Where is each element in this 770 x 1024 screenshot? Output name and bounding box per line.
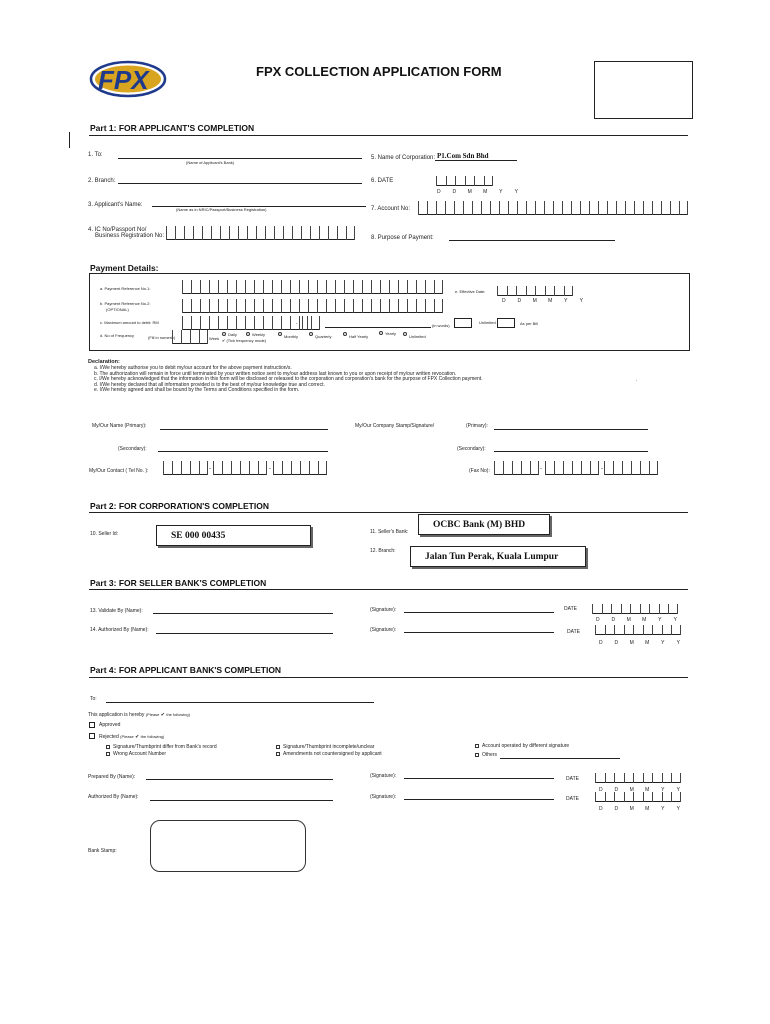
as-per-bill-label: As per Bill [520,321,539,326]
monthly-radio[interactable] [278,332,282,336]
part4-to-label: To: [90,696,97,702]
validate-label: 13. Validate By (Name): [90,608,143,614]
part3-rule [89,589,688,590]
contact-boxes-3[interactable] [273,461,327,475]
unlimited-freq-label: Unlimited [409,334,426,339]
reason-checkbox-3[interactable] [276,745,280,749]
to-hint: (Name of Applicant's Bank) [186,160,235,165]
weekly-radio[interactable] [246,332,250,336]
frequency-label: d. No of Frequency [100,333,135,338]
to-line[interactable] [118,158,362,159]
others-line[interactable] [500,758,620,759]
yearly-radio[interactable] [379,331,383,335]
date-label: 6. DATE [371,178,394,184]
part4-rule [89,677,688,678]
contact-dash-2: - [269,466,271,472]
part4-to-line[interactable] [106,702,374,703]
unlimited-label: Unlimited [479,320,496,325]
prepared-date-label: DATE [566,776,579,782]
purpose-line[interactable] [449,240,615,241]
declaration-line: e. I/We hereby agreed and shall be bound by the Terms and Conditions specified in the form. [94,387,300,394]
max-amount-label: c. Maximum amount to debit: RM [100,320,159,325]
authorized-date-label: DATE [567,629,580,635]
daily-label: Daily [228,332,237,337]
reason-label-3: Signature/Thumbprint incomplete/unclear [283,744,375,750]
validate-line[interactable] [153,613,333,614]
prepared-line[interactable] [146,779,333,780]
tick-hint-text: (Tick frequency mode) [226,338,267,343]
reason-checkbox-1[interactable] [106,745,110,749]
monthly-label: Monthly [284,334,299,339]
declaration-dot: . [636,377,638,383]
rejected-checkbox[interactable] [89,733,95,739]
reason-label-1: Signature/Thumbprint differ from Bank's record [113,744,217,750]
max-cents-boxes[interactable] [302,316,320,330]
branch-label: 2. Branch: [88,178,116,184]
prepared-dmy-legend: D D M M Y Y [598,787,680,793]
form-title: FPX COLLECTION APPLICATION FORM [256,64,502,79]
applicant-label: 3. Applicant's Name: [88,202,143,208]
corp-line [435,160,517,161]
tick-hint: ✔ (Tick frequency mode) [222,338,267,343]
quarterly-radio[interactable] [309,332,313,336]
reason-label-5: Account operated by different signature [482,743,570,749]
prepared-signature-line[interactable] [404,778,554,779]
purpose-label: 8. Purpose of Payment: [371,235,434,241]
rejected-label: Rejected (Please ✔ the following) [99,734,165,740]
seller-bank-value: OCBC Bank (M) BHD [418,514,550,535]
ic-label-2: Business Registration No: [95,233,165,239]
half-yearly-radio[interactable] [343,332,347,336]
ref1-label: a. Payment Reference No.1: [100,286,151,291]
declaration-line: b. The authorization will remain in force until terminated by your written notice sent to my/our address last known to you or upon receipt of my/our written revocation. [94,370,457,377]
seller-id-label: 10. Seller Id: [90,531,119,537]
name-primary-label: My/Our Name (Primary): [92,423,147,429]
rejected-please-tick: (Please [120,734,134,739]
fax-boxes-1[interactable] [494,461,539,475]
account-boxes[interactable] [418,201,688,215]
name-primary-line[interactable] [160,429,328,430]
part1-rule [89,135,688,136]
secondary-label: (Secondary): [457,446,486,452]
part4-authorized-label: Authorized By (Name): [88,794,139,800]
date-dmy-legend: D D M M Y Y [436,189,518,195]
half-yearly-label: Half Yearly [349,334,369,339]
unlimited-box[interactable] [454,318,472,328]
frequency-boxes[interactable] [172,330,208,344]
fax-boxes-3[interactable] [604,461,658,475]
frequency-hint: (Fill in numeric) [148,335,176,340]
declaration-line: a. I/We hereby authorise you to debit my/our account for the above payment instruction/s. [94,365,292,371]
date-boxes[interactable] [436,176,493,186]
name-secondary-label: (Secondary): [118,446,147,452]
corp-label: 5. Name of Corporation: [371,155,436,161]
part1-heading: Part 1: FOR APPLICANT'S COMPLETION [90,123,255,133]
authorized-signature-line[interactable] [404,632,554,633]
daily-radio[interactable] [222,332,226,336]
svg-text:FPX: FPX [98,65,149,95]
validate-date-boxes[interactable] [592,604,678,614]
part4-authorized-dmy-legend: D D M M Y Y [598,806,680,812]
payment-heading: Payment Details: [90,263,159,273]
ic-number-boxes[interactable] [166,226,355,240]
effective-dmy-legend: D D M M Y Y [501,298,583,304]
fax-dash-1: - [540,466,542,472]
ref1-boxes[interactable] [182,280,443,294]
reason-checkbox-6[interactable] [475,753,479,757]
part3-authorized-label: 14. Authorized By (Name): [90,627,149,633]
branch-line[interactable] [118,183,362,184]
ref2-boxes[interactable] [182,299,443,313]
part2-heading: Part 2: FOR CORPORATION'S COMPLETION [90,501,269,511]
effective-label: e. Effective Date: [455,289,486,294]
validate-date-label: DATE [564,606,577,612]
following-text: the following) [166,712,190,717]
primary-label: (Primary): [466,423,488,429]
reason-label-6: Others [482,752,498,758]
declaration-heading: Declaration: [88,359,120,365]
bank-stamp-box [150,820,306,872]
fpx-logo [89,60,167,98]
prepared-date-boxes[interactable] [595,773,681,783]
contact-label: My/Our Contact ( Tel No. ): [89,468,149,474]
secondary-line[interactable] [494,451,648,452]
approved-checkbox[interactable] [89,722,95,728]
validate-signature-line[interactable] [404,612,554,613]
bank-stamp-label: Bank Stamp: [88,848,117,854]
yearly-label: Yearly [385,331,396,336]
part4-heading: Part 4: FOR APPLICANT BANK'S COMPLETION [90,665,282,675]
reason-checkbox-5[interactable] [475,744,479,748]
margin-mark [69,132,70,148]
part2-branch-label: 12. Branch: [370,548,396,554]
validate-signature-label: (Signature): [370,607,397,613]
declaration-line: c. I/We hereby acknowledged that the information in this form will be disclosed or released to the corporation and corporation's bank for the purpose of FPX Collection payment. [94,376,483,383]
fax-label: (Fax No): [469,468,490,474]
effective-date-boxes[interactable] [497,286,573,296]
quarterly-label: Quarterly [315,334,332,339]
seller-id-value: SE 000 00435 [156,525,311,546]
authorized-dmy-legend: D D M M Y Y [598,640,680,646]
amount-words-line[interactable] [325,327,431,328]
unlimited-radio[interactable] [403,332,407,336]
ref2-label: b. Payment Reference No.2: [100,301,151,306]
account-label: 7. Account No: [371,206,411,212]
photo-box [594,61,693,119]
prepared-signature-label: (Signature): [370,773,397,779]
contact-boxes-2[interactable] [213,461,267,475]
rejected-following: the following) [140,734,165,739]
please-tick-text: (Please [145,712,160,717]
decimal-point: . [296,320,298,326]
fax-dash-2: - [601,466,603,472]
reason-checkbox-2[interactable] [106,752,110,756]
hereby-text: This application is hereby [88,712,145,718]
part4-authorized-date-boxes[interactable] [595,792,681,802]
authorized-signature-label: (Signature): [370,627,397,633]
contact-boxes-1[interactable] [163,461,208,475]
seller-bank-label: 11. Seller's Bank: [370,529,409,535]
in-words-hint: (in words) [432,323,450,328]
stamp-signature-label: My/Our Company Stamp/Signature/ [355,423,435,429]
ref2-optional: (OPTIONAL) [106,307,129,312]
part4-authorized-signature-line[interactable] [404,799,554,800]
reason-label-4: Amendments not countersigned by applicant [283,751,382,757]
prepared-label: Prepared By (Name): [88,774,136,780]
primary-line[interactable] [494,429,648,430]
frequency-week: Week [209,336,220,341]
part2-rule [89,512,688,513]
part4-authorized-signature-label: (Signature): [370,794,397,800]
ic-label-1: 4. IC No/Passport No/ [88,227,147,233]
authorized-date-boxes[interactable] [595,625,681,635]
applicant-hint: (Name as in NRIC/Passport/Business Registration) [176,207,267,212]
weekly-label: Weekly [252,332,266,337]
as-per-bill-box[interactable] [497,318,515,328]
declaration-line: d. I/We hereby declared that all information provided is to the best of my/our knowledge true and correct. [94,381,325,388]
part3-heading: Part 3: FOR SELLER BANK'S COMPLETION [90,578,267,588]
approved-label: Approved [99,722,121,728]
reason-checkbox-4[interactable] [276,752,280,756]
declaration-text [94,366,483,394]
max-amount-boxes[interactable] [182,316,308,330]
rejected-text: Rejected [99,734,119,740]
to-label: 1. To: [88,152,103,158]
branch-value: Jalan Tun Perak, Kuala Lumpur [410,546,586,567]
fax-boxes-2[interactable] [545,461,599,475]
contact-dash-1: - [209,466,211,472]
name-secondary-line[interactable] [158,451,328,452]
part3-authorized-line[interactable] [156,633,333,634]
reason-label-2: Wrong Account Number [113,751,166,757]
validate-dmy-legend: D D M M Y Y [595,617,677,623]
corp-value: P1.Com Sdn Bhd [437,152,489,160]
part4-authorized-line[interactable] [150,800,333,801]
part4-authorized-date-label: DATE [566,796,579,802]
hereby-label: This application is hereby (Please ✔ the following) [88,712,190,718]
